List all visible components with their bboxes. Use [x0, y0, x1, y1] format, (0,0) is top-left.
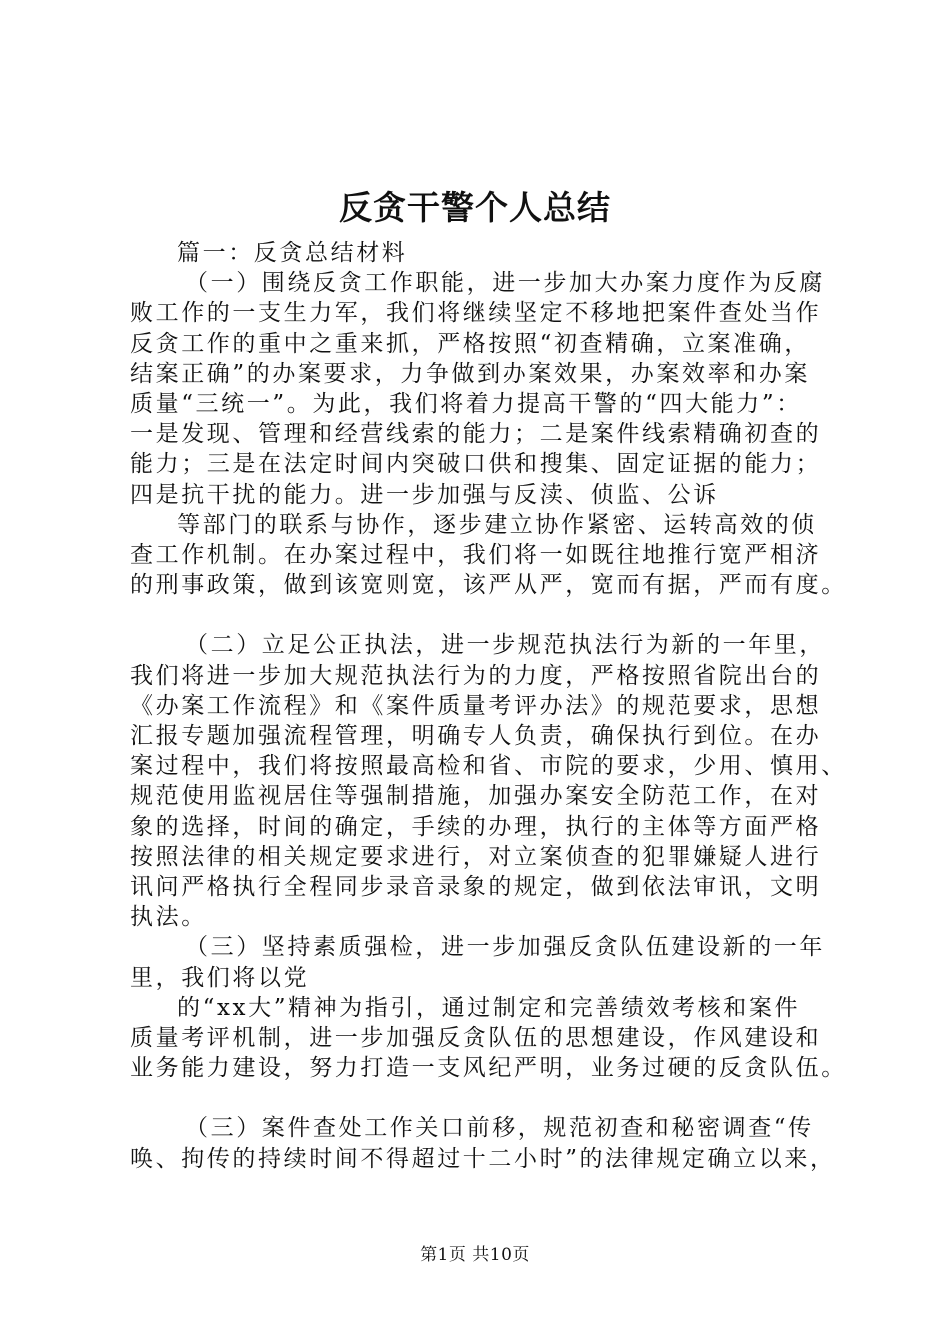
paragraph-line: 四是抗干扰的能力。进一步加强与反渎、侦监、公诉 [130, 481, 719, 508]
paragraph-line: 质量考评机制，进一步加强反贪队伍的思想建设，作风建设和 [130, 1024, 822, 1051]
paragraph-line: 能力；三是在法定时间内突破口供和搜集、固定证据的能力； [130, 451, 822, 478]
paragraph-line: （一）围绕反贪工作职能，进一步加大办案力度作为反腐 [185, 270, 825, 297]
paragraph-gap [130, 600, 830, 630]
paragraph-line: （三）坚持素质强检，进一步加强反贪队伍建设新的一年 [185, 934, 825, 961]
paragraph-line: 反贪工作的重中之重来抓，严格按照“初查精确，立案准确， [130, 330, 810, 357]
document-title: 反贪干警个人总结 [339, 188, 611, 227]
paragraph-line: 我们将进一步加大规范执法行为的力度，严格按照省院出台的 [130, 662, 822, 689]
paragraph-line: 里，我们将以党 [130, 964, 310, 991]
paragraph-gap [130, 1083, 830, 1113]
paragraph-line: （二）立足公正执法，进一步规范执法行为新的一年里， [185, 632, 825, 659]
paragraph-line: 执法。 [130, 904, 207, 931]
paragraph-line: 的“xx大”精神为指引，通过制定和完善绩效考核和案件 [177, 994, 801, 1021]
document-body [130, 238, 847, 1174]
paragraph-line: 规范使用监视居住等强制措施，加强办案安全防范工作，在对 [130, 783, 822, 810]
paragraph-line: 象的选择，时间的确定，手续的办理，执行的主体等方面严格 [130, 813, 822, 840]
paragraph-line: 《办案工作流程》和《案件质量考评办法》的规范要求，思想 [130, 692, 822, 719]
section-heading: 篇一：反贪总结材料 [177, 240, 408, 266]
paragraph-line: 业务能力建设，努力打造一支风纪严明，业务过硬的反贪队伍。 [130, 1055, 847, 1082]
paragraph-line: 唤、拘传的持续时间不得超过十二小时”的法律规定确立以来， [130, 1145, 836, 1172]
paragraph-line: 质量“三统一”。为此，我们将着力提高干警的“四大能力”： [130, 390, 802, 417]
paragraph-line: （三）案件查处工作关口前移，规范初查和秘密调查“传 [185, 1115, 814, 1142]
paragraph-line: 按照法律的相关规定要求进行，对立案侦查的犯罪嫌疑人进行 [130, 843, 822, 870]
paragraph-line: 讯问严格执行全程同步录音录象的规定，做到依法审讯，文明 [130, 873, 822, 900]
page-number-footer: 第1页 共10页 [420, 1245, 530, 1265]
paragraph-line: 一是发现、管理和经营线索的能力；二是案件线索精确初查的 [130, 421, 822, 448]
paragraph-line: 结案正确”的办案要求，力争做到办案效果，办案效率和办案 [130, 360, 810, 387]
paragraph-line: 汇报专题加强流程管理，明确专人负责，确保执行到位。在办 [130, 723, 822, 749]
paragraph-line: 败工作的一支生力军，我们将继续坚定不移地把案件查处当作 [130, 300, 822, 327]
paragraph-line: 等部门的联系与协作，逐步建立协作紧密、运转高效的侦 [177, 511, 817, 538]
paragraph-line: 查工作机制。在办案过程中，我们将一如既往地推行宽严相济 [130, 541, 822, 568]
paragraph-line: 案过程中，我们将按照最高检和省、市院的要求，少用、慎用、 [130, 753, 847, 780]
paragraph-line: 的刑事政策，做到该宽则宽，该严从严，宽而有据，严而有度。 [130, 572, 847, 599]
